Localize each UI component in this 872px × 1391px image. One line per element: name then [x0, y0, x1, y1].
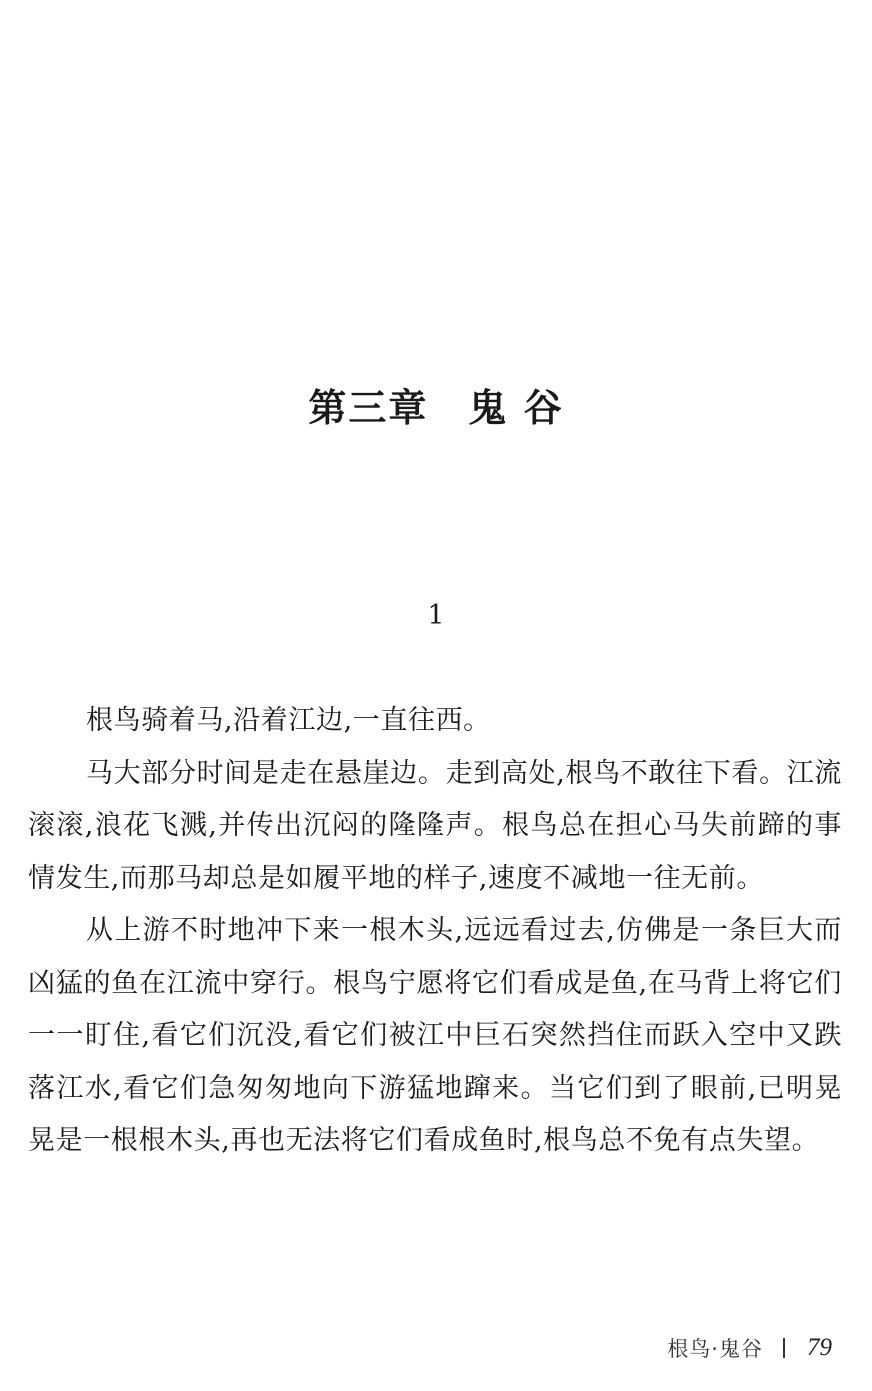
footer-divider	[783, 1338, 785, 1358]
page-footer	[667, 1333, 832, 1363]
paragraph: 根鸟骑着马,沿着江边,一直往西。	[86, 705, 491, 736]
running-head: 根鸟·鬼谷	[667, 1337, 763, 1361]
section-number: 1	[427, 600, 445, 631]
paragraph: 马大部分时间是走在悬崖边。走到高处,根鸟不敢往下看。江流滚滚,浪花飞溅,并传出沉闷的隆隆声。根鸟总在担心马失前蹄的事情发生,而那马却总是如履平地的样子,速度不减地一往无前。	[28, 757, 842, 894]
chapter-title: 第三章 鬼 谷	[308, 386, 564, 430]
paragraph: 从上游不时地冲下来一根木头,远远看过去,仿佛是一条巨大而凶猛的鱼在江流中穿行。根鸟宁愿将它们看成是鱼,在马背上将它们一一盯住,看它们沉没,看它们被江中巨石突然挡住而跃入空中又跌落江水,看它们急匆匆地向下游猛地蹿来。当它们到了眼前,已明晃晃是一根根木头,再也无法将它们看成鱼时,根鸟总不免有点失望。	[28, 915, 842, 1156]
page-number: 79	[807, 1334, 832, 1361]
body-text	[28, 695, 842, 1168]
